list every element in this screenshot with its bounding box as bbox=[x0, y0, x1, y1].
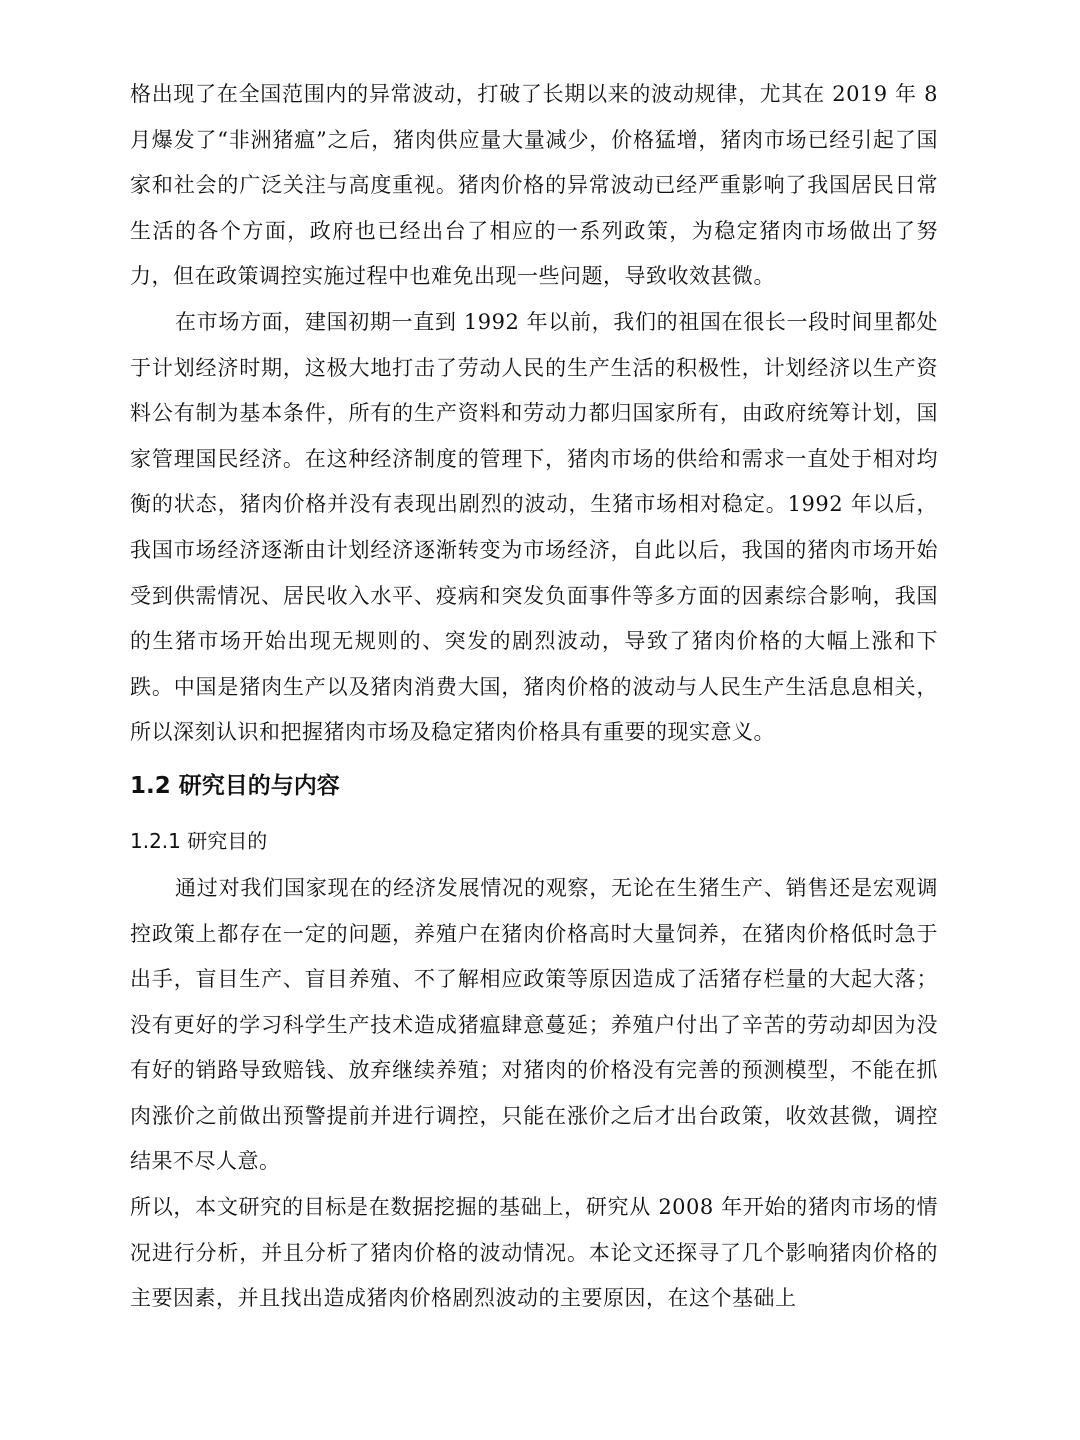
paragraph-research-goal: 所以，本文研究的目标是在数据挖掘的基础上，研究从 2008 年开始的猪肉市场的情况进行分析，并且分析了猪肉价格的波动情况。本论文还探寻了几个影响猪肉价格的主要因素，并且找出造成猪肉价格剧烈波动的主要原因，在这个基础上 bbox=[130, 1195, 938, 1311]
paragraph-market-history: 在市场方面，建国初期一直到 1992 年以前，我们的祖国在很长一段时间里都处于计划经济时期，这极大地打击了劳动人民的生产生活的积极性，计划经济以生产资料公有制为基本条件，所有的生产资料和劳动力都归国家所有，由政府统筹计划，国家管理国民经济。在这种经济制度的管理下，猪肉市场的供给和需求一直处于相对均衡的状态，猪肉价格并没有表现出剧烈的波动，生猪市场相对稳定。1992 年以后，我国市场经济逐渐由计划经济逐渐转变为市场经济，自此以后，我国的猪肉市场开始受到供需情况、居民收入水平、疫病和突发负面事件等多方面的因素综合影响，我国的生猪市场开始出现无规则的、突发的剧烈波动，导致了猪肉价格的大幅上涨和下跌。中国是猪肉生产以及猪肉消费大国，猪肉价格的波动与人民生产生活息息相关，所以深刻认识和把握猪肉市场及稳定猪肉价格具有重要的现实意义。 bbox=[130, 309, 938, 745]
document-page bbox=[130, 72, 938, 1322]
paragraph-background-continued: 格出现了在全国范围内的异常波动，打破了长期以来的波动规律，尤其在 2019 年 8 月爆发了“非洲猪瘟”之后，猪肉供应量大量减少，价格猛增，猪肉市场已经引起了国家和社会的广泛关注与高度重视。猪肉价格的异常波动已经严重影响了我国居民日常生活的各个方面，政府也已经出台了相应的一系列政策，为稳定猪肉市场做出了努力，但在政策调控实施过程中也难免出现一些问题，导致收效甚微。 bbox=[130, 82, 938, 289]
subsection-heading: 1.2.1 研究目的 bbox=[130, 828, 268, 853]
paragraph-research-problems: 通过对我们国家现在的经济发展情况的观察，无论在生猪生产、销售还是宏观调控政策上都存在一定的问题，养殖户在猪肉价格高时大量饲养，在猪肉价格低时急于出手，盲目生产、盲目养殖、不了解相应政策等原因造成了活猪存栏量的大起大落；没有更好的学习科学生产技术造成猪瘟肆意蔓延；养殖户付出了辛苦的劳动却因为没有好的销路导致赔钱、放弃继续养殖；对猪肉的价格没有完善的预测模型，不能在抓肉涨价之前做出预警提前并进行调控，只能在涨价之后才出台政策，收效甚微，调控结果不尽人意。 bbox=[130, 875, 938, 1174]
section-heading: 1.2 研究目的与内容 bbox=[130, 772, 340, 799]
